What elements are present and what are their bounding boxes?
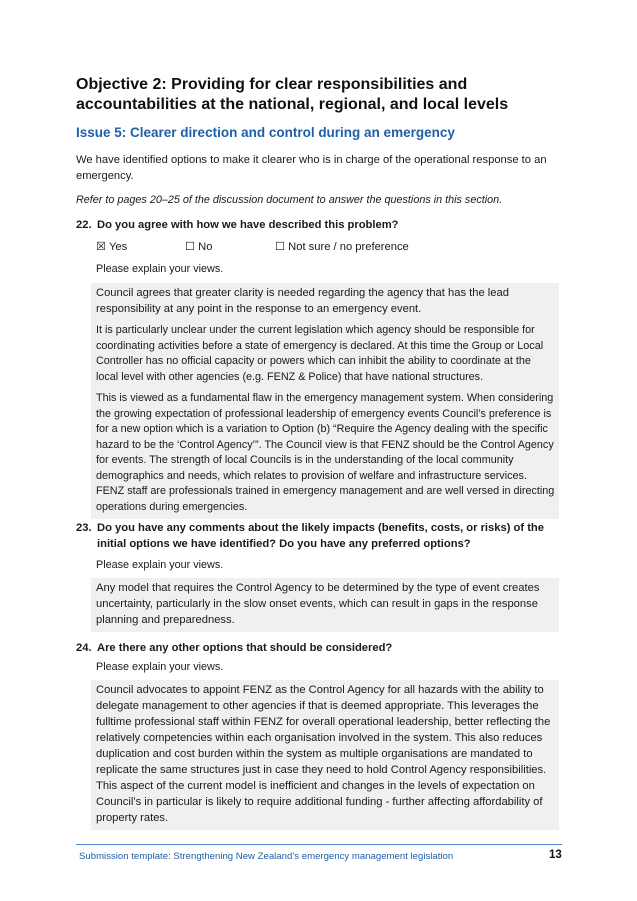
page-number: 13: [549, 849, 562, 861]
objective-heading: Objective 2: Providing for clear responsibilities and accountabilities at the national, regional, and local levels: [76, 76, 509, 113]
answer-paragraph: It is particularly unclear under the current legislation which agency should be responsible for coordinating activities before a state of emergency is declared. At this time the Group or Local Controller has no official capacity or powers which can inhibit the ability to coordinate at the local level with other agencies (e.g. FENZ & Police) that have national structures.: [96, 324, 544, 383]
question-number: 22.: [76, 219, 92, 231]
answer-paragraph: This is viewed as a fundamental flaw in the emergency management system. When considering the growing expectation of professional leadership of emergency events Council’s preference is for a new option which is a variation to Option (b) “Require the Agency dealing with the specific hazard to be the ‘Control Agency’”. The Council view is that FENZ should be the Control Agency for events. The strength of local Councils is in the understanding of the local community demographics and needs, which relates to provision of welfare and infrastructure services. FENZ staff are professionals trained in emergency management and are well versed in directing operations during emergencies.: [96, 392, 555, 513]
option-yes[interactable]: [96, 240, 127, 253]
option-label: Not sure / no preference: [288, 241, 409, 253]
option-not-sure[interactable]: [275, 240, 409, 253]
question-number: 23.: [76, 522, 92, 534]
explain-prompt: Please explain your views.: [96, 559, 224, 571]
option-label: No: [198, 241, 213, 253]
explain-prompt: Please explain your views.: [96, 661, 224, 673]
refer-note: Refer to pages 20–25 of the discussion document to answer the questions in this section.: [76, 194, 503, 206]
answer-box-22[interactable]: [91, 283, 559, 519]
answer-box-24[interactable]: [91, 680, 559, 830]
question-text-continued: initial options we have identified? Do you have any preferred options?: [97, 538, 471, 550]
checkbox-icon[interactable]: ☐: [275, 241, 286, 253]
question-24: [76, 640, 566, 656]
question-text: Are there any other options that should be considered?: [97, 642, 393, 654]
question-text: Do you have any comments about the likely impacts (benefits, costs, or risks) of the: [97, 522, 544, 534]
question-23: [76, 520, 566, 552]
issue-heading: Issue 5: Clearer direction and control during an emergency: [76, 125, 455, 140]
question-text: Do you agree with how we have described this problem?: [97, 219, 399, 231]
checked-box-icon[interactable]: ☒: [96, 241, 107, 253]
answer-box-23[interactable]: [91, 578, 559, 632]
checkbox-icon[interactable]: ☐: [185, 241, 196, 253]
footer-rule: [76, 844, 562, 845]
intro-paragraph: We have identified options to make it clearer who is in charge of the operational response to an emergency.: [76, 154, 547, 182]
answer-paragraph: Council advocates to appoint FENZ as the Control Agency for all hazards with the ability to delegate management to other agencies if that is deemed appropriate. This leverages the fulltime professional staff within FENZ for overall operational leadership, better reflecting the relatively competencies within each organisation involved in the system. This also reduces duplication and cost burden within the system as multiple organisations are mandated to replicate the same structures just in case they need to hold Control Agency responsibilities. This aspect of the current model is inefficient and changes in the levels of expectation on Council’s in particular is likely to require additional funding - further affecting affordability of property rates.: [96, 684, 551, 824]
answer-paragraph: Any model that requires the Control Agency to be determined by the type of event creates uncertainty, particularly in the slow onset events, which can result in gaps in the response planning and preparedness.: [96, 582, 540, 626]
option-label: Yes: [108, 241, 128, 253]
footer-title: Submission template: Strengthening New Zealand’s emergency management legislation: [79, 851, 454, 862]
question-number: 24.: [76, 642, 92, 654]
explain-prompt: Please explain your views.: [96, 263, 224, 275]
question-22: [76, 217, 566, 233]
option-no[interactable]: [185, 240, 212, 253]
answer-paragraph: Council agrees that greater clarity is needed regarding the agency that has the lead responsibility at any point in the response to an emergency event.: [96, 287, 509, 315]
